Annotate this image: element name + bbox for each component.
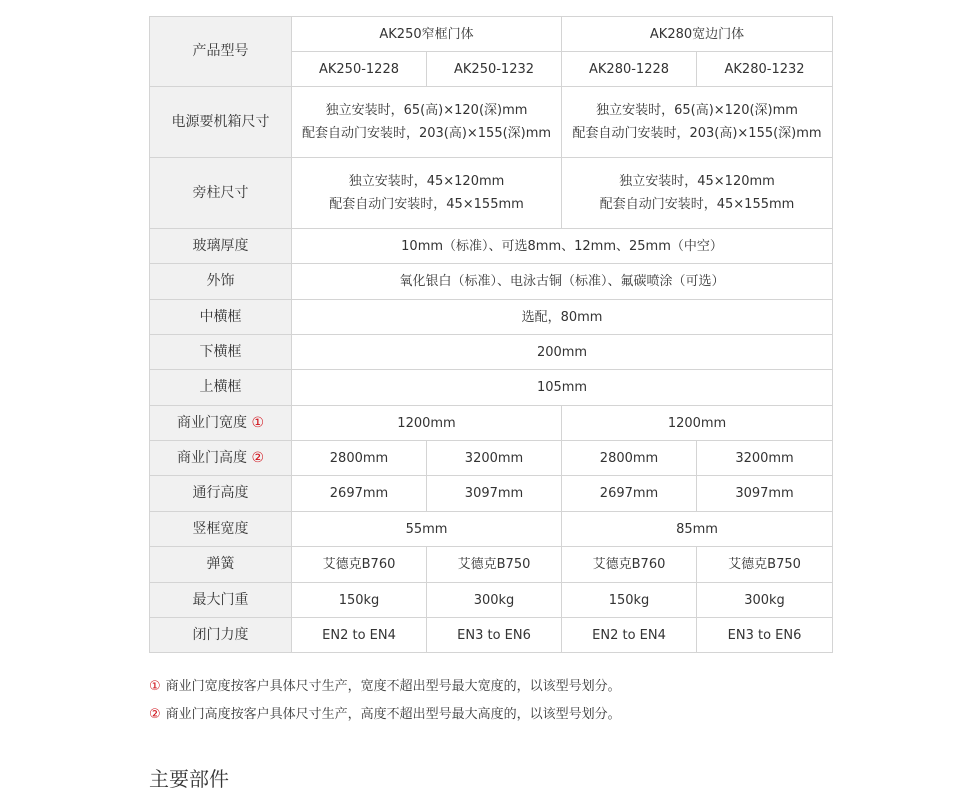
row-label-text: 商业门宽度 (176, 414, 247, 431)
footnote-marker: ② (149, 707, 161, 722)
cell-pass-height: 2697mm (292, 476, 427, 512)
footnotes (149, 675, 621, 731)
cell-pass-height: 2697mm (562, 476, 697, 512)
table-row (150, 618, 833, 653)
footnote (149, 675, 621, 703)
header-model: AK280-1232 (697, 52, 833, 87)
row-label: 闭门力度 (150, 618, 292, 653)
cell-pass-height: 3097mm (697, 476, 833, 512)
cell-spring: 艾德克B750 (427, 547, 562, 583)
row-label: 下横框 (150, 335, 292, 370)
row-label: 通行高度 (150, 476, 292, 512)
table-row (150, 547, 833, 583)
spec-table-container (149, 16, 832, 653)
cell-side-post-ak250 (292, 158, 562, 229)
cell-line: 配套自动门安装时，45×155mm (329, 197, 524, 212)
row-label: 旁柱尺寸 (150, 158, 292, 229)
cell-side-post-ak280 (562, 158, 833, 229)
footnote (149, 703, 621, 731)
table-row (150, 158, 833, 229)
cell-glass: 10mm（标准）、可选8mm、12mm、25mm（中空） (292, 229, 833, 264)
table-row (150, 87, 833, 158)
cell-max-weight: 150kg (292, 583, 427, 618)
row-label: 上横框 (150, 370, 292, 406)
table-row (150, 476, 833, 512)
table-row (150, 264, 833, 300)
row-label: 玻璃厚度 (150, 229, 292, 264)
table-row (150, 406, 833, 441)
spec-table (149, 16, 833, 653)
cell-pass-height: 3097mm (427, 476, 562, 512)
cell-door-height: 2800mm (292, 441, 427, 476)
row-label (150, 441, 292, 476)
header-group-ak280: AK280宽边门体 (562, 17, 833, 52)
row-label: 弹簧 (150, 547, 292, 583)
cell-spring: 艾德克B760 (292, 547, 427, 583)
cell-max-weight: 300kg (697, 583, 833, 618)
cell-line: 配套自动门安装时，45×155mm (599, 197, 795, 212)
footnote-text: 商业门宽度按客户具体尺寸生产，宽度不超出型号最大宽度的，以该型号划分。 (165, 679, 621, 694)
cell-spring: 艾德克B750 (697, 547, 833, 583)
cell-line: 独立安装时，65(高)×120(深)mm (596, 103, 798, 118)
cell-power-box-ak250 (292, 87, 562, 158)
header-model: AK250-1228 (292, 52, 427, 87)
cell-top-rail: 105mm (292, 370, 833, 406)
table-row (150, 370, 833, 406)
header-model: AK280-1228 (562, 52, 697, 87)
table-row (150, 335, 833, 370)
cell-max-weight: 300kg (427, 583, 562, 618)
header-product-model: 产品型号 (150, 17, 292, 87)
table-row (150, 512, 833, 547)
cell-door-height: 3200mm (697, 441, 833, 476)
table-row (150, 441, 833, 476)
footnote-marker: ② (251, 449, 264, 466)
table-row (150, 229, 833, 264)
cell-stile-width-ak280: 85mm (562, 512, 833, 547)
cell-door-height: 3200mm (427, 441, 562, 476)
cell-closing-force: EN3 to EN6 (697, 618, 833, 653)
section-title: 主要部件 (149, 767, 229, 791)
footnote-text: 商业门高度按客户具体尺寸生产，高度不超出型号最大高度的，以该型号划分。 (165, 707, 621, 722)
row-label: 竖框宽度 (150, 512, 292, 547)
cell-line: 独立安装时，65(高)×120(深)mm (325, 103, 528, 118)
cell-line: 配套自动门安装时，203(高)×155(深)mm (572, 126, 822, 141)
footnote-marker: ① (251, 414, 264, 431)
row-label: 电源要机箱尺寸 (150, 87, 292, 158)
cell-finish: 氧化银白（标准）、电泳古铜（标准）、氟碳喷涂（可选） (292, 264, 833, 300)
cell-closing-force: EN3 to EN6 (427, 618, 562, 653)
cell-door-height: 2800mm (562, 441, 697, 476)
cell-door-width-ak280: 1200mm (562, 406, 833, 441)
cell-closing-force: EN2 to EN4 (562, 618, 697, 653)
cell-power-box-ak280 (562, 87, 833, 158)
header-model: AK250-1232 (427, 52, 562, 87)
cell-line: 独立安装时，45×120mm (348, 174, 505, 189)
row-label-text: 商业门高度 (176, 449, 247, 466)
cell-door-width-ak250: 1200mm (292, 406, 562, 441)
row-label (150, 406, 292, 441)
row-label: 最大门重 (150, 583, 292, 618)
footnote-marker: ① (149, 679, 161, 694)
header-group-ak250: AK250窄框门体 (292, 17, 562, 52)
cell-closing-force: EN2 to EN4 (292, 618, 427, 653)
cell-bottom-rail: 200mm (292, 335, 833, 370)
table-row (150, 300, 833, 335)
cell-max-weight: 150kg (562, 583, 697, 618)
cell-line: 独立安装时，45×120mm (619, 174, 775, 189)
cell-line: 配套自动门安装时，203(高)×155(深)mm (301, 126, 552, 141)
cell-mid-rail: 选配，80mm (292, 300, 833, 335)
row-label: 外饰 (150, 264, 292, 300)
cell-spring: 艾德克B760 (562, 547, 697, 583)
table-row (150, 583, 833, 618)
cell-stile-width-ak250: 55mm (292, 512, 562, 547)
row-label: 中横框 (150, 300, 292, 335)
